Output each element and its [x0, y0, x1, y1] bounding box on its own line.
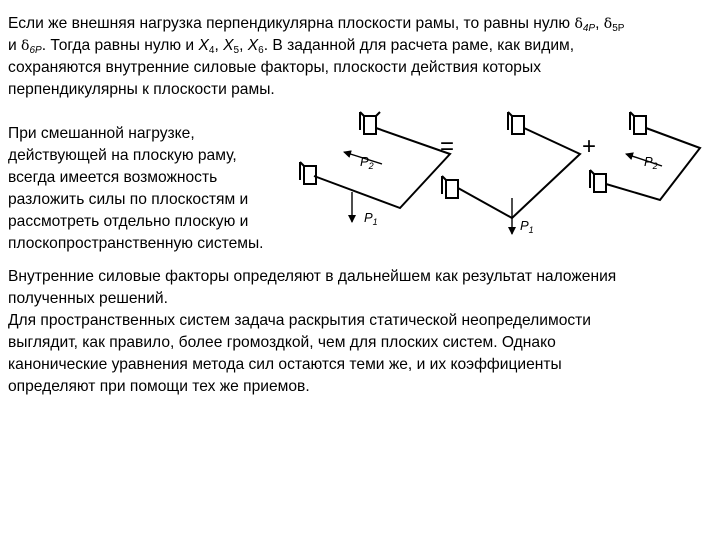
paragraph-intro-line-2: и $\delta_{6P}$. Тогда равны нулю и $X_4$, $X_5$, $X_6$. В заданной для расчета раме, как видим, [8, 37, 575, 56]
paragraph-intro-line-4: перпендикулярны к плоскости рамы. [8, 81, 275, 98]
paragraph-mixed-load [8, 123, 264, 255]
frame-full-load [300, 112, 450, 227]
paragraph-mixed-load-line: При смешанной нагрузке, [8, 125, 195, 142]
paragraph-conclusion-line: выглядит, как правило, более громоздкой, чем для плоских систем. Однако [8, 334, 556, 351]
paragraph-mixed-load-line: разложить силы по плоскостям и [8, 191, 249, 208]
paragraph-conclusion-line: полученных решений. [8, 290, 168, 307]
paragraph-conclusion-line: канонические уравнения метода сил остаются теми же, и их коэффициенты [8, 356, 562, 373]
p1-label-left: $P_1$ [364, 210, 378, 227]
p2-label-left: $P_2$ [360, 154, 374, 171]
fixed-support-bottom-icon [300, 162, 316, 184]
paragraph-conclusion-line: Внутренние силовые факторы определяют в дальнейшем как результат наложения [8, 268, 617, 285]
frame-decomposition-figure [300, 108, 720, 248]
plus-sign: + [582, 133, 597, 160]
p2-label-right: $P_2$ [644, 154, 658, 171]
fixed-support-bottom-icon [442, 176, 458, 198]
paragraph-mixed-load-line: рассмотреть отдельно плоскую и [8, 213, 249, 230]
fixed-support-top-icon [630, 112, 646, 134]
fixed-support-top-icon [508, 112, 524, 134]
frame-plane-load [442, 112, 580, 235]
paragraph-mixed-load-line: плоскопространственную системы. [8, 235, 264, 252]
paragraph-mixed-load-line: всегда имеется возможность [8, 169, 218, 186]
fixed-support-top-icon [360, 112, 380, 134]
fixed-support-bottom-icon [590, 170, 606, 192]
paragraph-conclusion-line: определяют при помощи тех же приемов. [8, 378, 310, 395]
frame-spatial-load [590, 112, 700, 200]
frame-2-members [458, 128, 580, 218]
paragraph-intro [8, 13, 624, 101]
paragraph-conclusion [8, 266, 616, 398]
paragraph-intro-line-1: Если же внешняя нагрузка перпендикулярна плоскости рамы, то равны нулю $\delta_{4P}$, $\delta_{5P}$ [8, 15, 625, 34]
equals-sign: = [440, 133, 455, 160]
paragraph-mixed-load-line: действующей на плоскую раму, [8, 147, 237, 164]
frame-1-members [314, 128, 450, 208]
p1-label-mid: $P_1$ [520, 218, 534, 235]
paragraph-conclusion-line: Для пространственных систем задача раскрытия статической неопределимости [8, 312, 592, 329]
paragraph-intro-line-3: сохраняются внутренние силовые факторы, плоскости действия которых [8, 59, 541, 76]
